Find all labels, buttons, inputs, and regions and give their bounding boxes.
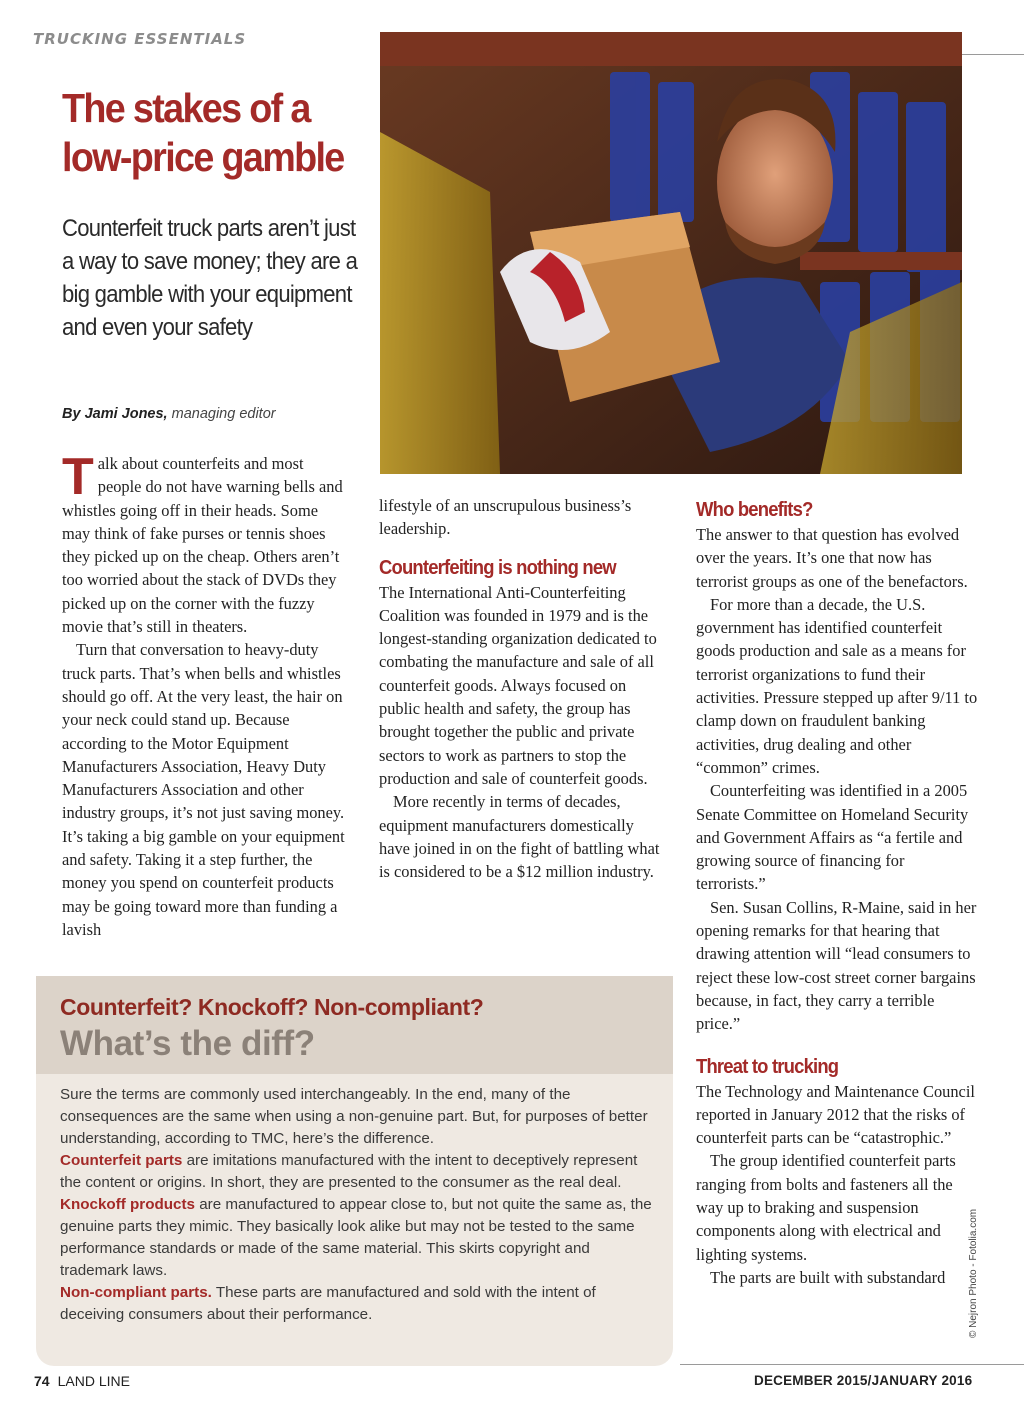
- body-paragraph: Counterfeiting was identified in a 2005 Senate Committee on Homeland Security and Government Affairs as “a fertile and growing source of financing for terrorists.”: [696, 781, 969, 894]
- body-paragraph: Turn that conversation to heavy-duty truck parts. That’s when bells and whistles should go off. At the very least, the hair on your neck could stand up. Because according to the Motor Equipment Manufacturers Association, Heavy Duty Manufacturers Association and other industry groups, it’s not just saving money. It’s taking a big gamble on your equipment and safety. Taking it a step further, the money you spend on counterfeit products may be going toward more than funding a lavish: [62, 640, 345, 939]
- sidebar-term-definition: are imitations manufactured with the intent to deceptively represent the content or origins. In short, they are presented to the consumer as the real deal.: [60, 1152, 638, 1191]
- byline-role: managing editor: [171, 406, 276, 422]
- body-paragraph: The group identified counterfeit parts ranging from bolts and fasteners all the way up to braking and suspension components along with electrical and lighting systems.: [696, 1151, 956, 1264]
- sidebar-title: Counterfeit? Knockoff? Non-compliant?: [60, 994, 484, 1020]
- body-paragraph: alk about counterfeits and most people do not have warning bells and whistles going off in their heads. Some may think of fake purses or tennis shoes they picked up on the cheap. Others aren’t too worried about the stack of DVDs they picked up on the corner with the fuzzy movie that’s still in theaters.: [62, 454, 343, 637]
- body-paragraph: The parts are built with substandard: [710, 1267, 946, 1287]
- sidebar-definition: [60, 1150, 660, 1194]
- page-number: 74: [34, 1373, 50, 1389]
- sidebar-definition: [60, 1194, 660, 1282]
- sidebar-term-definition: are manufactured to appear close to, but not quite the same as, the genuine parts they mimic. They basically look alike but may not be tested to the same performance standards or made of the same material. This skirts copyright and trademark laws.: [60, 1196, 652, 1279]
- body-paragraph: The answer to that question has evolved over the years. It’s one that now has terrorist groups as one of the benefactors.: [696, 525, 968, 591]
- article-deck: Counterfeit truck parts aren’t just a way to save money; they are a big gamble with your equipment and even your safety: [62, 215, 358, 341]
- sidebar-term: Non-compliant parts.: [60, 1284, 212, 1301]
- article-photo: [380, 32, 962, 474]
- sidebar-term-definition: These parts are manufactured and sold with the intent of deceiving consumers about their performance.: [60, 1284, 596, 1323]
- sidebar-term: Counterfeit parts: [60, 1152, 183, 1169]
- drop-cap: T: [62, 448, 94, 506]
- photo-credit: © Nejron Photo - Fotolia.com: [968, 1208, 979, 1338]
- sidebar-subtitle: What’s the diff?: [60, 1024, 315, 1063]
- body-paragraph: More recently in terms of decades, equipment manufacturers domestically have joined in on the fight of battling what is considered to be a $12 million industry.: [379, 792, 660, 882]
- byline: [62, 406, 276, 422]
- body-paragraph: For more than a decade, the U.S. government has identified counterfeit goods production and sale as a means for terrorist organizations to fund their activities. Pressure stepped up after 9/11 to clamp down on fraudulent banking activities, drug dealing and other “common” crimes.: [696, 594, 978, 777]
- publication-name: LAND LINE: [57, 1373, 130, 1389]
- section-label: TRUCKING ESSENTIALS: [33, 30, 247, 48]
- body-paragraph: lifestyle of an unscrupulous business’s leadership.: [379, 496, 632, 539]
- body-paragraph: Sen. Susan Collins, R-Maine, said in her opening remarks for that hearing that drawing attention will “lead consumers to reject these low-cost street corner bargains because, in fact, they carry a terrible price.”: [696, 897, 977, 1034]
- article-column-2: [379, 494, 661, 883]
- body-paragraph: The Technology and Maintenance Council reported in January 2012 that the risks of counterfeit parts can be “catastrophic.”: [696, 1081, 975, 1148]
- subhead-counterfeiting: Counterfeiting is nothing new: [379, 555, 616, 579]
- body-paragraph: The International Anti-Counterfeiting Coalition was founded in 1979 and is the longest-standing organization dedicated to combating the manufacture and sale of all counterfeit goods. Always focused on public health and safety, the group has brought together the public and private sectors to work as partners to stop the production and sale of counterfeit goods.: [379, 582, 657, 788]
- sidebar-intro: Sure the terms are commonly used interchangeably. In the end, many of the consequences are the same when using a non-genuine part. But, for purposes of better understanding, according to TMC, here’s the difference.: [60, 1086, 648, 1147]
- article-column-3: [696, 497, 978, 1289]
- sidebar-box: [36, 976, 673, 1366]
- sidebar-definition: [60, 1282, 660, 1326]
- warehouse-worker-photo-icon: [380, 32, 962, 474]
- byline-name: By Jami Jones,: [62, 406, 168, 422]
- article-column-1: [62, 448, 350, 941]
- bottom-rule-divider: [680, 1364, 1024, 1365]
- subhead-threat-to-trucking: Threat to trucking: [696, 1054, 839, 1078]
- article-title: The stakes of a low-price gamble: [62, 85, 344, 180]
- sidebar-body: [60, 1084, 660, 1326]
- sidebar-header: [36, 976, 673, 1074]
- sidebar-term: Knockoff products: [60, 1196, 195, 1213]
- subhead-who-benefits: Who benefits?: [696, 498, 813, 521]
- top-rule-divider: [962, 54, 1024, 55]
- footer-folio: [34, 1373, 130, 1389]
- issue-date: DECEMBER 2015/JANUARY 2016: [754, 1373, 973, 1388]
